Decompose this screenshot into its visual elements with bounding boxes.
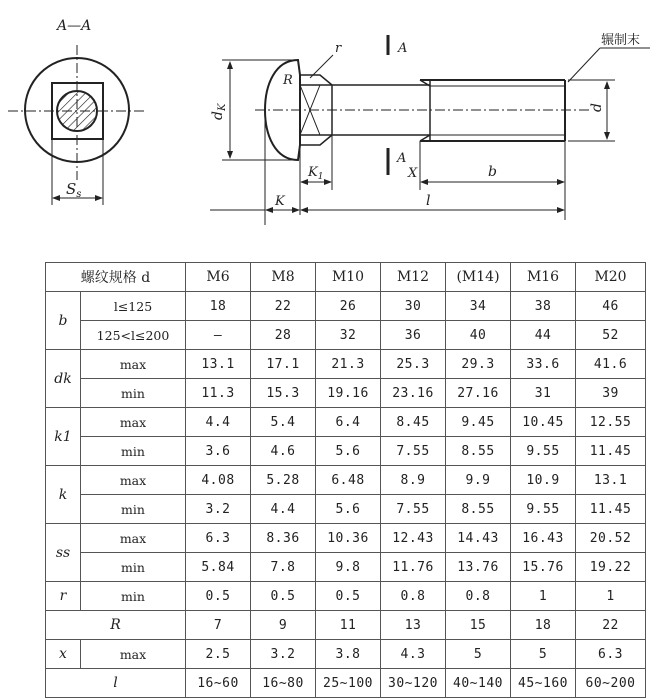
- value-cell: 13.76: [446, 553, 511, 582]
- sub-param-cell: l≤125: [81, 292, 186, 321]
- value-cell: 13.1: [576, 466, 646, 495]
- value-cell: 4.6: [251, 437, 316, 466]
- value-cell: 8.55: [446, 437, 511, 466]
- param-cell: x: [46, 640, 81, 669]
- value-cell: 26: [316, 292, 381, 321]
- k-label: K: [275, 194, 285, 209]
- k1-label: $K_1$: [308, 165, 324, 182]
- size-header: M12: [381, 263, 446, 292]
- value-cell: 38: [511, 292, 576, 321]
- value-cell: 8.36: [251, 524, 316, 553]
- sub-param-cell: max: [81, 640, 186, 669]
- r-label: r: [335, 41, 342, 56]
- size-header: M8: [251, 263, 316, 292]
- value-cell: 46: [576, 292, 646, 321]
- value-cell: 32: [316, 321, 381, 350]
- value-cell: 0.8: [381, 582, 446, 611]
- value-cell: 40~140: [446, 669, 511, 698]
- value-cell: 60~200: [576, 669, 646, 698]
- b-label: b: [488, 164, 497, 180]
- value-cell: 15: [446, 611, 511, 640]
- sub-param-cell: min: [81, 553, 186, 582]
- value-cell: 33.6: [511, 350, 576, 379]
- value-cell: 6.4: [316, 408, 381, 437]
- value-cell: 8.55: [446, 495, 511, 524]
- value-cell: 17.1: [251, 350, 316, 379]
- section-view: [8, 18, 146, 205]
- value-cell: 0.5: [186, 582, 251, 611]
- value-cell: 4.08: [186, 466, 251, 495]
- sub-param-cell: min: [81, 379, 186, 408]
- size-header: M20: [576, 263, 646, 292]
- value-cell: 5: [446, 640, 511, 669]
- value-cell: 21.3: [316, 350, 381, 379]
- param-cell: ss: [46, 524, 81, 582]
- value-cell: 5: [511, 640, 576, 669]
- table-row: [46, 669, 646, 698]
- table-row: [46, 611, 646, 640]
- value-cell: 4.4: [186, 408, 251, 437]
- value-cell: 8.45: [381, 408, 446, 437]
- table-header-row: [46, 263, 646, 292]
- value-cell: 30: [381, 292, 446, 321]
- param-cell: l: [46, 669, 186, 698]
- value-cell: 40: [446, 321, 511, 350]
- value-cell: 9.45: [446, 408, 511, 437]
- size-header: M16: [511, 263, 576, 292]
- value-cell: 8.9: [381, 466, 446, 495]
- value-cell: 44: [511, 321, 576, 350]
- table-row: [46, 640, 646, 669]
- table-row: [46, 582, 646, 611]
- value-cell: 11: [316, 611, 381, 640]
- value-cell: 2.5: [186, 640, 251, 669]
- x-label: X: [408, 166, 418, 181]
- value-cell: 5.6: [316, 437, 381, 466]
- value-cell: 4.4: [251, 495, 316, 524]
- section-label: A—A: [57, 18, 92, 34]
- value-cell: 36: [381, 321, 446, 350]
- param-cell: k: [46, 466, 81, 524]
- size-header: M6: [186, 263, 251, 292]
- value-cell: 7.55: [381, 437, 446, 466]
- size-header: M10: [316, 263, 381, 292]
- l-label: l: [426, 193, 431, 209]
- value-cell: 16.43: [511, 524, 576, 553]
- value-cell: 1: [576, 582, 646, 611]
- param-cell: r: [46, 582, 81, 611]
- value-cell: 6.48: [316, 466, 381, 495]
- value-cell: 0.5: [316, 582, 381, 611]
- value-cell: 4.3: [381, 640, 446, 669]
- param-cell: dk: [46, 350, 81, 408]
- value-cell: 13: [381, 611, 446, 640]
- sub-param-cell: min: [81, 495, 186, 524]
- value-cell: 13.1: [186, 350, 251, 379]
- value-cell: 9.8: [316, 553, 381, 582]
- value-cell: 10.9: [511, 466, 576, 495]
- value-cell: 31: [511, 379, 576, 408]
- value-cell: 34: [446, 292, 511, 321]
- sub-param-cell: min: [81, 437, 186, 466]
- table-row: [46, 466, 646, 495]
- sub-param-cell: min: [81, 582, 186, 611]
- param-cell: b: [46, 292, 81, 350]
- sub-param-cell: max: [81, 466, 186, 495]
- value-cell: 25.3: [381, 350, 446, 379]
- value-cell: 15.3: [251, 379, 316, 408]
- value-cell: 28: [251, 321, 316, 350]
- table-row: [46, 437, 646, 466]
- table-row: [46, 321, 646, 350]
- table-row: [46, 553, 646, 582]
- value-cell: 22: [251, 292, 316, 321]
- value-cell: 22: [576, 611, 646, 640]
- param-cell: k1: [46, 408, 81, 466]
- value-cell: 14.43: [446, 524, 511, 553]
- value-cell: 11.45: [576, 495, 646, 524]
- value-cell: 19.16: [316, 379, 381, 408]
- value-cell: 1: [511, 582, 576, 611]
- bolt-drawing: [0, 0, 650, 240]
- value-cell: 11.45: [576, 437, 646, 466]
- value-cell: 18: [511, 611, 576, 640]
- value-cell: 3.2: [186, 495, 251, 524]
- value-cell: 19.22: [576, 553, 646, 582]
- table-row: [46, 350, 646, 379]
- value-cell: 10.36: [316, 524, 381, 553]
- value-cell: 6.3: [186, 524, 251, 553]
- value-cell: 39: [576, 379, 646, 408]
- value-cell: 11.3: [186, 379, 251, 408]
- value-cell: 20.52: [576, 524, 646, 553]
- table-row: [46, 379, 646, 408]
- value-cell: 9.9: [446, 466, 511, 495]
- value-cell: 30~120: [381, 669, 446, 698]
- R-label: R: [283, 73, 293, 88]
- value-cell: 3.2: [251, 640, 316, 669]
- side-view: [210, 32, 650, 225]
- rolled-end-label: 辗制末: [601, 33, 641, 48]
- thread-size-header: 螺纹规格 d: [46, 263, 186, 292]
- value-cell: 5.4: [251, 408, 316, 437]
- value-cell: 3.8: [316, 640, 381, 669]
- value-cell: 7.8: [251, 553, 316, 582]
- value-cell: 23.16: [381, 379, 446, 408]
- value-cell: 16~60: [186, 669, 251, 698]
- value-cell: 29.3: [446, 350, 511, 379]
- value-cell: 12.55: [576, 408, 646, 437]
- value-cell: 9: [251, 611, 316, 640]
- sub-param-cell: max: [81, 350, 186, 379]
- value-cell: 0.5: [251, 582, 316, 611]
- table-row: [46, 292, 646, 321]
- value-cell: 45~160: [511, 669, 576, 698]
- value-cell: 25~100: [316, 669, 381, 698]
- value-cell: 10.45: [511, 408, 576, 437]
- sub-param-cell: max: [81, 408, 186, 437]
- table-row: [46, 524, 646, 553]
- value-cell: 41.6: [576, 350, 646, 379]
- value-cell: 7: [186, 611, 251, 640]
- value-cell: 5.28: [251, 466, 316, 495]
- value-cell: 0.8: [446, 582, 511, 611]
- section-mark-bottom: A: [397, 151, 407, 166]
- d-label: d: [589, 103, 605, 112]
- size-header: (M14): [446, 263, 511, 292]
- sub-param-cell: 125<l≤200: [81, 321, 186, 350]
- value-cell: 12.43: [381, 524, 446, 553]
- value-cell: 52: [576, 321, 646, 350]
- value-cell: 5.6: [316, 495, 381, 524]
- value-cell: 15.76: [511, 553, 576, 582]
- value-cell: 9.55: [511, 437, 576, 466]
- value-cell: 9.55: [511, 495, 576, 524]
- table-row: [46, 495, 646, 524]
- value-cell: 3.6: [186, 437, 251, 466]
- value-cell: 6.3: [576, 640, 646, 669]
- value-cell: 27.16: [446, 379, 511, 408]
- sub-param-cell: max: [81, 524, 186, 553]
- value-cell: —: [186, 321, 251, 350]
- value-cell: 5.84: [186, 553, 251, 582]
- ss-label: $S_s$: [66, 180, 82, 200]
- value-cell: 18: [186, 292, 251, 321]
- dimension-table: [45, 262, 646, 698]
- dk-label: $d_K$: [210, 103, 228, 120]
- param-cell: R: [46, 611, 186, 640]
- table-row: [46, 408, 646, 437]
- value-cell: 16~80: [251, 669, 316, 698]
- value-cell: 11.76: [381, 553, 446, 582]
- value-cell: 7.55: [381, 495, 446, 524]
- section-mark-top: A: [398, 41, 408, 56]
